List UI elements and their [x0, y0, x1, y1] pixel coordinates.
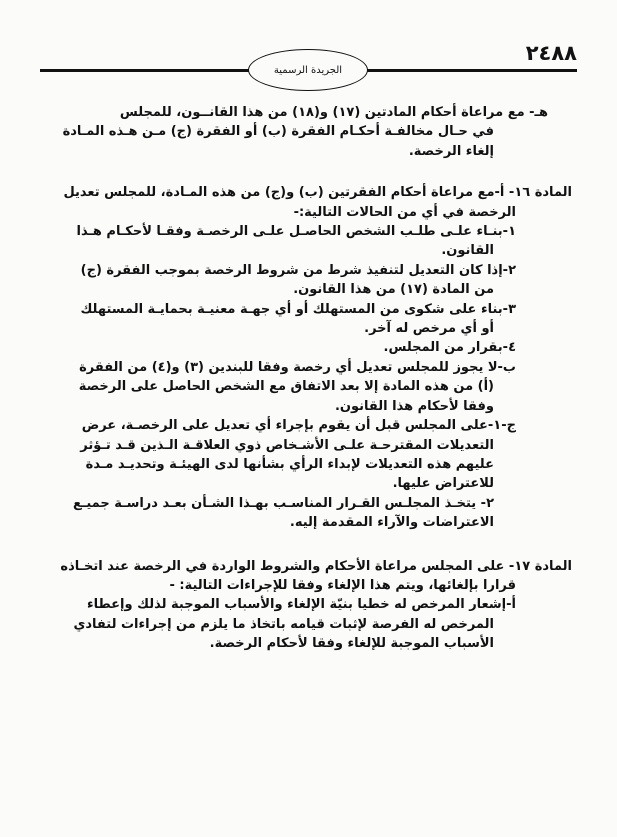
text-line: ٤-بقرار من المجلس. [383, 340, 516, 356]
masthead-oval [248, 49, 368, 91]
text-line: الاعتراضات والآراء المقدمة إليه. [289, 515, 494, 531]
document-body [45, 103, 572, 654]
text-line: الأسباب الموجبة للإلغاء وفقا لأحكام الرخصة. [209, 636, 494, 652]
text-line: من المادة (١٧) من هذا القانون. [293, 282, 494, 298]
text-line: ج-١-على المجلس قبل أن يقوم بإجراء أي تعديل على الرخصـة، عرض [81, 418, 516, 434]
text-line: هـ- مع مراعاة أحكام المادتين (١٧) و(١٨) من هذا القانــون، للمجلس [119, 105, 548, 120]
text-line: أ-إشعار المرخص له خطيا بنيّة الإلغاء والأسباب الموجبة لذلك وإعطاء [86, 597, 516, 613]
text-line: إلغاء الرخصة. [408, 143, 494, 159]
page-number: ٢٤٨٨ [525, 41, 577, 65]
text-line: ب-لا يجوز للمجلس تعديل أي رخصة وفقا للبندين (٣) و(٤) من الفقرة [79, 359, 516, 375]
article-16-heading: المادة ١٦- أ-مع مراعاة أحكام الفقرتين (ب) و(ج) من هذه المـادة، للمجلس تعديل [63, 185, 572, 201]
text-line: التعديلات المقترحـة علـى الأشـخاص ذوي العلاقـة الـذين قـد تـؤثر [80, 437, 494, 453]
text-line: المرخص له الفرصة لإثبات قيامه باتخاذ ما يلزم من إجراءات لتفادي [73, 616, 494, 632]
text-line: قرارا بإلغائها، ويتم هذا الإلغاء وفقا للإجراءات التالية: - [169, 577, 516, 593]
text-line: أو أي مرخص له آخر. [364, 321, 494, 337]
text-line: (أ) من هذه المادة إلا بعد الاتفاق مع الشخص الحاصل على الرخصة [78, 379, 494, 395]
text-line: عليهم هذه التعديلات لإبداء الرأي بشأنها لدى الهيئـة وتحديـد مـدة [85, 456, 494, 472]
text-line: ١-بنـاء علـى طلـب الشخص الحاصـل علـى الرخصـة وفقـا لأحكـام هـذا [76, 224, 516, 240]
text-line: للاعتراض عليها. [392, 476, 494, 492]
text-line: ٣-بناء على شكوى من المستهلك أو أي جهـة معنيـة بحمايـة المستهلك [80, 301, 516, 317]
text-line: ٢-إذا كان التعديل لتنفيذ شرط من شروط الرخصة بموجب الفقرة (ج) [80, 262, 516, 278]
text-line: الرخصة في أي من الحالات التالية:- [293, 204, 516, 220]
text-line: ٢- يتخـذ المجلـس القـرار المناسـب بهـذا الشـأن بعـد دراسـة جميـع [73, 495, 494, 511]
text-line: القانون. [441, 243, 494, 259]
text-line: في حـال مخالفـة أحكـام الفقرة (ب) أو الفقرة (ج) مـن هـذه المـادة [62, 124, 494, 140]
masthead-title: الجريدة الرسمية [273, 64, 343, 76]
text-line: وفقا لأحكام هذا القانون. [334, 398, 494, 414]
article-17-heading: المادة ١٧- على المجلس مراعاة الأحكام والشروط الواردة في الرخصة عند اتخـاذه [60, 558, 572, 574]
